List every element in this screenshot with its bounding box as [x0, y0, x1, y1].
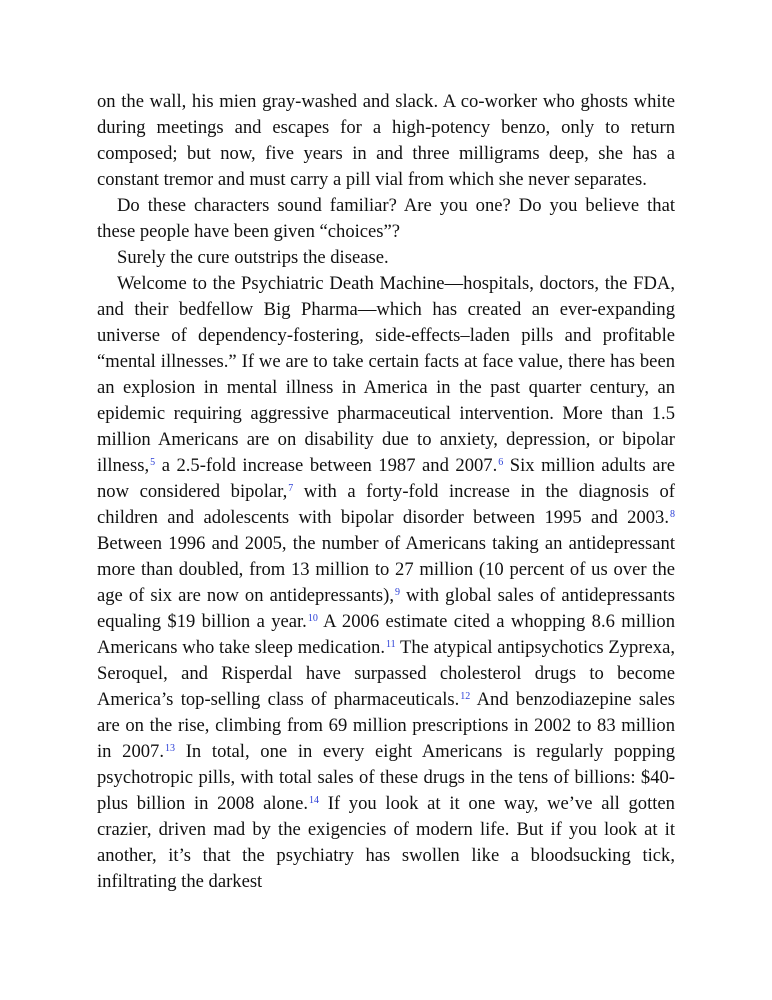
footnote-reference[interactable]: 10: [307, 612, 318, 624]
footnote-reference[interactable]: 14: [308, 794, 319, 806]
text-run: on the wall, his mien gray-washed and slack. A co-worker who ghosts white during meetings and escapes for a high-potency benzo, only to return composed; but now, five years in and three milligrams deep, she has a constant tremor and must carry a pill vial from which she never separates.: [97, 91, 675, 190]
paragraph: [97, 271, 675, 895]
footnote-reference[interactable]: 6: [498, 456, 504, 468]
text-run: In total, one in every eight Americans is regularly popping psychotropic pills, with total sales of these drugs in the tens of billions: $40-plus billion in 2008 alone.: [97, 741, 675, 814]
footnote-reference[interactable]: 13: [165, 742, 176, 754]
text-run: Six million adults are now considered bipolar,: [97, 455, 675, 502]
text-run: Surely the cure outstrips the disease.: [117, 247, 389, 268]
body-text: [97, 89, 675, 895]
text-run: with a forty-fold increase in the diagnosis of children and adolescents with bipolar disorder between 1995 and 2003.: [97, 481, 675, 528]
footnote-reference[interactable]: 8: [670, 508, 675, 520]
paragraph: [97, 89, 675, 193]
footnote-reference[interactable]: 11: [385, 638, 396, 650]
text-run: a 2.5-fold increase between 1987 and 2007.: [155, 455, 498, 476]
text-run: Welcome to the Psychiatric Death Machine—hospitals, doctors, the FDA, and their bedfellow Big Pharma—which has created an ever-expanding universe of dependency-fostering, side-effects–laden pills and profitable “mental illnesses.” If we are to take certain facts at face value, there has been an explosion in mental illness in America in the past quarter century, an epidemic requiring aggressive pharmaceutical intervention. More than 1.5 million Americans are on disability due to anxiety, depression, or bipolar illness,: [97, 273, 675, 476]
paragraph: [97, 193, 675, 245]
text-run: And benzodiazepine sales are on the rise, climbing from 69 million prescriptions in 2002 to 83 million in 2007.: [97, 689, 675, 762]
text-run: Do these characters sound familiar? Are you one? Do you believe that these people have been given “choices”?: [97, 195, 675, 242]
text-run: If you look at it one way, we’ve all gotten crazier, driven mad by the exigencies of modern life. But if you look at it another, it’s that the psychiatry has swollen like a bloodsucking tick, infiltrating the darkest: [97, 793, 675, 892]
footnote-reference[interactable]: 7: [288, 482, 294, 494]
paragraph: [97, 245, 675, 271]
footnote-reference[interactable]: 12: [460, 690, 471, 702]
footnote-reference[interactable]: 9: [395, 586, 400, 598]
footnote-reference[interactable]: 5: [150, 456, 156, 468]
text-run: A 2006 estimate cited a whopping 8.6 million Americans who take sleep medication.: [97, 611, 675, 658]
text-run: with global sales of antidepressants equaling $19 billion a year.: [97, 585, 675, 632]
text-run: The atypical antipsychotics Zyprexa, Seroquel, and Risperdal have surpassed cholesterol drugs to become America’s top-selling class of pharmaceuticals.: [97, 637, 675, 710]
text-run: Between 1996 and 2005, the number of Americans taking an antidepressant more than doubled, from 13 million to 27 million (10 percent of us over the age of six are now on antidepressants),: [97, 533, 675, 606]
